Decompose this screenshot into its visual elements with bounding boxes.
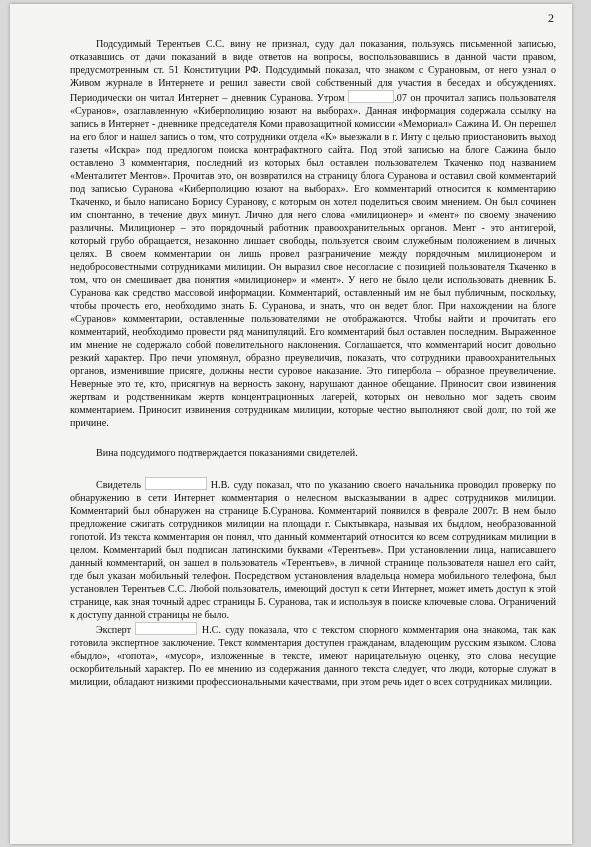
- redacted-expert-name: [135, 622, 197, 635]
- redacted-date: [348, 90, 394, 103]
- expert-testimony-paragraph: [70, 622, 556, 689]
- witness-testimony-paragraph: [70, 477, 556, 622]
- redacted-witness-name: [145, 477, 207, 490]
- paragraph-text: .07 он прочитал запись пользователя «Суранов», озаглавленную «Киберполицию юзают на выборах». Данная информация содержала ссылку на запись в Интернет - дневнике председателя Коми правозащитной комиссии «Мемориал» Сажина И. Он перешел на его блог и нашел запись о том, что сотрудники отдела «К» выезжали в г. Инту с целью приостановить выход газеты «Искра» под предлогом поиска контрафактного сайта. Под этой записью на блоге Сажина было оставлено 3 комментария, последний из которых был оставлен пользователем Ткаченко под названием «Менталитет Ментов». Прочитав это, он возвратился на страницу блога Суранова и оставил свой комментарий под записью Суранова «Киберполицию юзают на выборах». Его комментарий относится к комментарию Ткаченко, и было написано Борису Суранову, с которым он хотел поделиться своим мнением. Он был сочинен им спонтанно, в течение двух минут. Лично для него слова «милиционер» и «мент» по своему значению различны. Милиционер – это порядочный работник правоохранительных органов. Мент - это антигерой, который грубо обращается, незаконно лишает свободы, пользуется своим служебным положением в личных целях. В своем комментарии он лишь провел разграничение между порядочным милиционером и недобросовестными сотрудниками милиции. Он выразил свое несогласие с позицией пользователя Ткаченко в том, что он смешивает два понятия «милиционер» и «мент». У него не было цели использовать дневник Б. Суранова как средство массовой информации. Комментарий, оставленный им не был публичным, поскольку, чтобы прочесть его, необходимо знать Б. Суранова, и знать, что он ведет блог. При нахождении на блоге «Суранов» комментарии, оставленные пользователями не отображаются. Чтобы найти и прочитать его комментарий, необходимо провести ряд манипуляций. Его комментарий был оставлен последним. Выраженное им мнение не содержало собой повелительного наклонения. Соглашается, что комментарий носит довольно резкий характер. Про печи упомянул, образно преувеличив, показать, что сотрудники правоохранительных органов, изменившие присяге, должны нести суровое наказание. Это гипербола – образное преувеличение. Неверные это те, кто, присягнув на верность закону, нарушают данное обещание. Приносит свои извинения жертвам и родственникам жертв концентрационных лагерей, которых он невольно мог задеть своим комментарием. Приносит извинения сотрудникам милиции, которые честно выполняют свой долг, по той же причине.: [70, 93, 556, 429]
- document-page: [10, 4, 572, 844]
- defendant-testimony-paragraph: [70, 38, 556, 430]
- paragraph-text: Эксперт: [96, 625, 132, 636]
- paragraph-text: Свидетель: [96, 480, 142, 491]
- document-body: [70, 38, 556, 689]
- guilt-statement-paragraph: [70, 447, 556, 460]
- paragraph-text: Н.В. суду показал, что по указанию своего начальника проводил проверку по обнаружению в сети Интернет комментария о нелесном высказывании в адрес сотрудников милиции. Комментарий был обнаружен на странице Б.Суранова. Комментарий появился в феврале 2007г. В нем было предложение сжигать сотрудников милиции на площади г. Сыктывкара, называя их быдлом, необразованной гопотой. Из текста комментария он понял, что данный комментарий относится ко всем сотрудникам милиции в целом. Комментарий был подписан латинскими буквами «Терентьев». При установлении лица, написавшего данный комментарий, он зашел в пользователь «Терентьев», в личной странице пользователя нашел его сайт, где был указан мобильный телефон. Посредством установления владельца номера мобильного телефона, был установлен Терентьев С.С. Любой пользователь, имеющий доступ к сети Интернет, может иметь доступ к этой странице, как зная точный адрес страницы Б. Суранова, так и используя в поиске ключевые слова. Ограничений к доступу данной страницы не было.: [70, 480, 556, 621]
- paragraph-text: Подсудимый Терентьев С.С. вину не признал, суду дал показания, пользуясь письменной записью, отказавшись от дачи показаний в виде ответов на вопросы, воспользовавшись в данной части правом, предусмотренным ст. 51 Конституции РФ. Подсудимый показал, что знаком с Сурановым, от него узнал о Живом журнале в Интернете и решил завести свой собственный для участия в беседах и обсуждениях. Периодически он читал Интернет – дневник Суранова. Утром: [70, 39, 556, 104]
- paragraph-text: Вина подсудимого подтверждается показаниями свидетелей.: [96, 448, 358, 459]
- paragraph-text: Н.С. суду показала, что с текстом спорного комментария она знакома, так как готовила экспертное заключение. Текст комментария доступен гражданам, владеющим русским языком. Слова «быдло», «гопота», «мусор», изложенные в тексте, имеют нарицательную оценку, это слова несущие оскорбительный характер. По ее мнению из содержания данного текста следует, что люди, которые служат в милиции, обладают низкими профессиональными качествами, при этом речь идет о всех сотрудниках милиции.: [70, 625, 556, 688]
- page-number: 2: [548, 11, 554, 25]
